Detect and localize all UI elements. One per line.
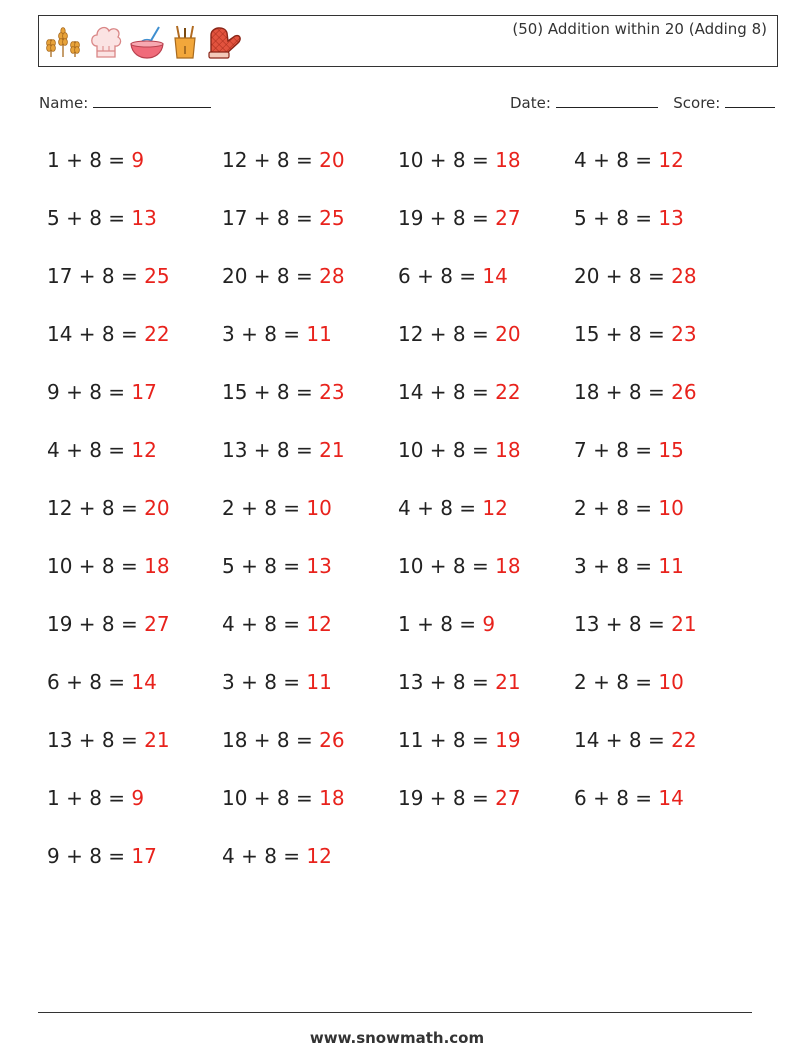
problem-question: 17 + 8 = xyxy=(222,206,320,230)
problem-question: 2 + 8 = xyxy=(574,496,659,520)
problem-item xyxy=(222,670,332,694)
problem-question: 13 + 8 = xyxy=(222,438,320,462)
problem-item xyxy=(398,148,521,172)
problem-answer: 12 xyxy=(131,438,157,462)
problem-answer: 26 xyxy=(671,380,697,404)
problem-question: 14 + 8 = xyxy=(47,322,145,346)
problem-answer: 21 xyxy=(319,438,345,462)
problem-answer: 21 xyxy=(144,728,170,752)
problem-question: 10 + 8 = xyxy=(47,554,145,578)
problem-answer: 18 xyxy=(319,786,345,810)
problem-question: 6 + 8 = xyxy=(47,670,132,694)
problem-item xyxy=(398,554,521,578)
problem-item xyxy=(47,844,157,868)
problem-item xyxy=(398,438,521,462)
problem-answer: 13 xyxy=(131,206,157,230)
header-icons xyxy=(43,22,243,62)
problem-answer: 10 xyxy=(306,496,332,520)
problem-question: 9 + 8 = xyxy=(47,380,132,404)
date-label: Date: xyxy=(510,94,551,112)
problem-answer: 12 xyxy=(306,612,332,636)
problem-question: 20 + 8 = xyxy=(574,264,672,288)
problem-item xyxy=(222,148,345,172)
problem-answer: 27 xyxy=(495,206,521,230)
problem-item xyxy=(47,612,170,636)
problem-answer: 14 xyxy=(482,264,508,288)
problem-answer: 23 xyxy=(671,322,697,346)
problem-answer: 12 xyxy=(658,148,684,172)
worksheet-title: (50) Addition within 20 (Adding 8) xyxy=(512,20,767,38)
problem-item xyxy=(398,786,521,810)
problem-item xyxy=(47,786,144,810)
problem-question: 4 + 8 = xyxy=(222,612,307,636)
problem-item xyxy=(47,728,170,752)
problem-answer: 22 xyxy=(144,322,170,346)
problem-answer: 26 xyxy=(319,728,345,752)
problem-answer: 12 xyxy=(306,844,332,868)
problem-question: 5 + 8 = xyxy=(47,206,132,230)
problem-answer: 18 xyxy=(495,148,521,172)
problem-answer: 20 xyxy=(144,496,170,520)
problem-answer: 17 xyxy=(131,844,157,868)
problem-answer: 20 xyxy=(319,148,345,172)
problem-question: 5 + 8 = xyxy=(574,206,659,230)
problem-item xyxy=(222,438,345,462)
problem-answer: 9 xyxy=(131,148,145,172)
problem-question: 4 + 8 = xyxy=(47,438,132,462)
problem-question: 17 + 8 = xyxy=(47,264,145,288)
problem-question: 12 + 8 = xyxy=(47,496,145,520)
footer-divider xyxy=(38,1012,752,1013)
problem-item xyxy=(574,612,697,636)
worksheet-header xyxy=(38,15,778,67)
problem-answer: 12 xyxy=(482,496,508,520)
problem-item xyxy=(222,728,345,752)
problem-item xyxy=(574,728,697,752)
problem-question: 10 + 8 = xyxy=(222,786,320,810)
problem-item xyxy=(47,264,170,288)
problem-item xyxy=(222,206,345,230)
problem-item xyxy=(574,264,697,288)
problem-question: 10 + 8 = xyxy=(398,554,496,578)
problem-item xyxy=(47,670,157,694)
problem-question: 4 + 8 = xyxy=(574,148,659,172)
problem-item xyxy=(574,438,684,462)
problem-answer: 11 xyxy=(306,670,332,694)
problem-answer: 27 xyxy=(144,612,170,636)
problem-question: 4 + 8 = xyxy=(222,844,307,868)
problem-question: 19 + 8 = xyxy=(47,612,145,636)
problem-question: 14 + 8 = xyxy=(574,728,672,752)
problem-answer: 9 xyxy=(482,612,496,636)
problem-answer: 13 xyxy=(306,554,332,578)
problem-question: 12 + 8 = xyxy=(222,148,320,172)
problem-answer: 13 xyxy=(658,206,684,230)
problem-item xyxy=(398,728,521,752)
problem-item xyxy=(222,380,345,404)
problem-question: 6 + 8 = xyxy=(398,264,483,288)
problem-item xyxy=(398,496,508,520)
problem-answer: 19 xyxy=(495,728,521,752)
problem-item xyxy=(47,380,157,404)
utensil-holder-icon xyxy=(171,24,199,60)
score-label: Score: xyxy=(673,94,721,112)
problem-item xyxy=(398,612,495,636)
problem-answer: 18 xyxy=(495,438,521,462)
problem-answer: 9 xyxy=(131,786,145,810)
problem-item xyxy=(47,438,157,462)
problem-answer: 25 xyxy=(319,206,345,230)
problem-item xyxy=(222,264,345,288)
problem-item xyxy=(574,786,684,810)
problem-item xyxy=(47,496,170,520)
problem-question: 3 + 8 = xyxy=(222,322,307,346)
problem-answer: 21 xyxy=(495,670,521,694)
problem-question: 3 + 8 = xyxy=(574,554,659,578)
problem-answer: 28 xyxy=(319,264,345,288)
problem-question: 13 + 8 = xyxy=(47,728,145,752)
problem-item xyxy=(574,322,697,346)
problem-item xyxy=(47,322,170,346)
problem-item xyxy=(398,264,508,288)
problem-answer: 22 xyxy=(495,380,521,404)
problem-question: 19 + 8 = xyxy=(398,206,496,230)
problem-question: 1 + 8 = xyxy=(47,786,132,810)
problem-item xyxy=(574,670,684,694)
problem-question: 2 + 8 = xyxy=(574,670,659,694)
problem-item xyxy=(398,380,521,404)
problem-question: 4 + 8 = xyxy=(398,496,483,520)
problem-answer: 14 xyxy=(658,786,684,810)
problem-question: 18 + 8 = xyxy=(574,380,672,404)
problem-item xyxy=(222,496,332,520)
problem-answer: 25 xyxy=(144,264,170,288)
problem-question: 2 + 8 = xyxy=(222,496,307,520)
problem-answer: 10 xyxy=(658,496,684,520)
problem-answer: 11 xyxy=(658,554,684,578)
problem-item xyxy=(574,148,684,172)
problem-question: 10 + 8 = xyxy=(398,148,496,172)
problem-item xyxy=(574,554,684,578)
footer-website: www.snowmath.com xyxy=(309,1029,485,1047)
problem-item xyxy=(222,612,332,636)
name-field xyxy=(39,93,211,112)
problem-item xyxy=(222,554,332,578)
problem-question: 18 + 8 = xyxy=(222,728,320,752)
problem-item xyxy=(222,844,332,868)
problem-item xyxy=(574,380,697,404)
problem-item xyxy=(398,322,521,346)
problem-item xyxy=(398,206,521,230)
problem-question: 13 + 8 = xyxy=(398,670,496,694)
problem-answer: 21 xyxy=(671,612,697,636)
date-score-field xyxy=(510,93,775,112)
problem-question: 9 + 8 = xyxy=(47,844,132,868)
problem-item xyxy=(574,206,684,230)
problem-question: 6 + 8 = xyxy=(574,786,659,810)
problem-question: 5 + 8 = xyxy=(222,554,307,578)
problem-answer: 18 xyxy=(144,554,170,578)
problem-answer: 18 xyxy=(495,554,521,578)
problem-question: 3 + 8 = xyxy=(222,670,307,694)
problem-answer: 10 xyxy=(658,670,684,694)
problem-question: 15 + 8 = xyxy=(574,322,672,346)
problem-item xyxy=(222,786,345,810)
problem-question: 14 + 8 = xyxy=(398,380,496,404)
problem-question: 20 + 8 = xyxy=(222,264,320,288)
problem-answer: 17 xyxy=(131,380,157,404)
chef-hat-icon xyxy=(89,24,123,60)
problem-item xyxy=(47,554,170,578)
problem-answer: 22 xyxy=(671,728,697,752)
problem-item xyxy=(47,206,157,230)
problem-answer: 11 xyxy=(306,322,332,346)
wheat-icon xyxy=(43,25,83,59)
problem-answer: 23 xyxy=(319,380,345,404)
mixing-bowl-icon xyxy=(129,24,165,60)
problem-question: 15 + 8 = xyxy=(222,380,320,404)
problem-question: 10 + 8 = xyxy=(398,438,496,462)
name-label: Name: xyxy=(39,94,89,112)
problem-item xyxy=(398,670,521,694)
problem-answer: 14 xyxy=(131,670,157,694)
problem-answer: 28 xyxy=(671,264,697,288)
problem-item xyxy=(574,496,684,520)
problem-question: 19 + 8 = xyxy=(398,786,496,810)
date-blank xyxy=(556,93,658,108)
problem-question: 1 + 8 = xyxy=(47,148,132,172)
problem-answer: 27 xyxy=(495,786,521,810)
oven-mitt-icon xyxy=(205,23,243,61)
problem-question: 7 + 8 = xyxy=(574,438,659,462)
problem-question: 1 + 8 = xyxy=(398,612,483,636)
problem-item xyxy=(47,148,144,172)
name-blank xyxy=(93,93,211,108)
problem-answer: 20 xyxy=(495,322,521,346)
problem-answer: 15 xyxy=(658,438,684,462)
problem-question: 12 + 8 = xyxy=(398,322,496,346)
problem-question: 11 + 8 = xyxy=(398,728,496,752)
problem-question: 13 + 8 = xyxy=(574,612,672,636)
score-blank xyxy=(725,93,775,108)
problem-item xyxy=(222,322,332,346)
